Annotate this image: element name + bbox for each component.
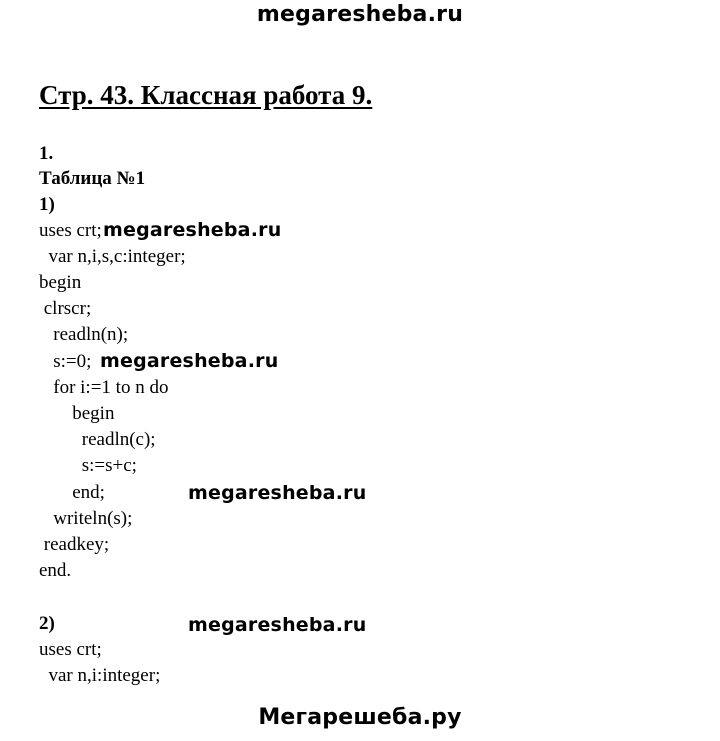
code-line: uses crt; <box>39 639 102 660</box>
code-line: var n,i:integer; <box>39 665 161 686</box>
code-line: readln(c); <box>39 429 156 450</box>
code-line: begin <box>39 272 82 293</box>
code-line: writeln(s); <box>39 508 133 529</box>
table-label: Таблица №1 <box>39 168 146 189</box>
watermark-top: megaresheba.ru <box>256 2 464 27</box>
code-line: uses crt; <box>39 220 102 241</box>
watermark-inline: megaresheba.ru <box>103 219 282 241</box>
code-line: clrscr; <box>39 298 92 319</box>
page-title: Стр. 43. Классная работа 9. <box>39 80 373 110</box>
code-line: var n,i,s,c:integer; <box>39 246 186 267</box>
code-line: s:=0; <box>39 351 92 372</box>
code-line: readkey; <box>39 534 110 555</box>
watermark-inline: megaresheba.ru <box>188 482 367 504</box>
code-line: begin <box>39 403 115 424</box>
task-number: 1. <box>39 143 54 164</box>
code-line: s:=s+c; <box>39 455 137 476</box>
code-line: readln(n); <box>39 324 129 345</box>
code-line: end. <box>39 560 72 581</box>
part1-label: 1) <box>39 194 55 215</box>
code-line: for i:=1 to n do <box>39 377 169 398</box>
watermark-bottom: Мегарешеба.ру <box>258 705 462 730</box>
watermark-inline: megaresheba.ru <box>188 614 367 636</box>
watermark-inline: megaresheba.ru <box>100 350 279 372</box>
part2-label: 2) <box>39 613 55 634</box>
code-line: end; <box>39 482 105 503</box>
